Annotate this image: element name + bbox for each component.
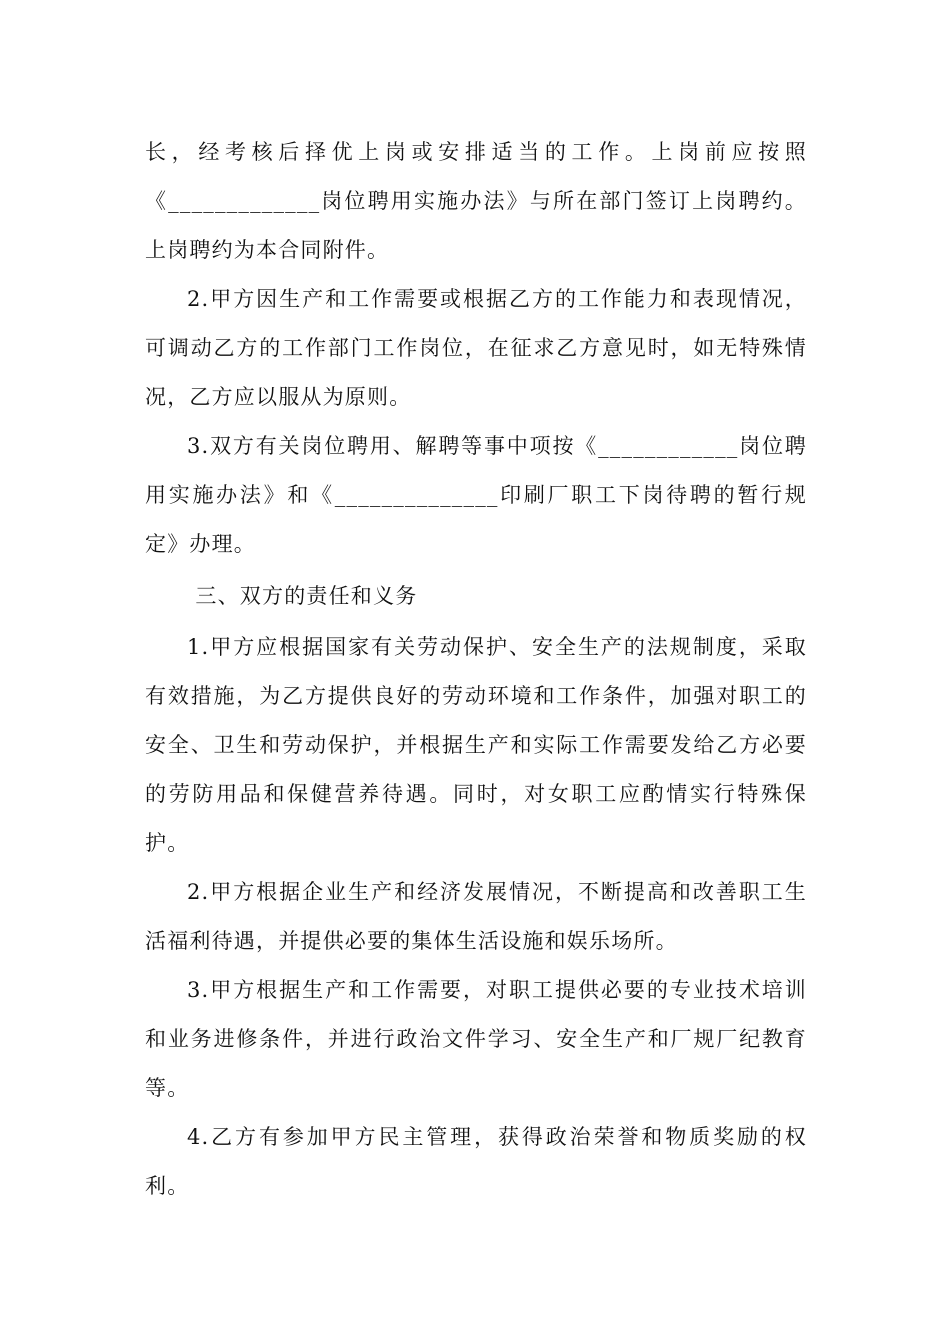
document-body xyxy=(145,128,807,1211)
paragraph-continuation: 长，经考核后择优上岗或安排适当的工作。上岗前应按照《_____________岗位聘用实施办法》与所在部门签订上岗聘约。上岗聘约为本合同附件。 xyxy=(145,140,807,262)
section-heading: 三、双方的责任和义务 xyxy=(195,584,418,608)
paragraph-duty-3: 3.甲方根据生产和工作需要，对职工提供必要的专业技术培训和业务进修条件，并进行政治文件学习、安全生产和厂规厂纪教育等。 xyxy=(145,978,807,1100)
paragraph-clause-3: 3.双方有关岗位聘用、解聘等事中项按《____________岗位聘用实施办法》和《______________印刷厂职工下岗待聘的暂行规定》办理。 xyxy=(145,434,807,556)
paragraph-clause-2: 2.甲方因生产和工作需要或根据乙方的工作能力和表现情况，可调动乙方的工作部门工作岗位，在征求乙方意见时，如无特殊情况，乙方应以服从为原则。 xyxy=(145,287,807,409)
paragraph-duty-2: 2.甲方根据企业生产和经济发展情况，不断提高和改善职工生活福利待遇，并提供必要的集体生活设施和娱乐场所。 xyxy=(145,880,807,953)
paragraph-duty-4: 4.乙方有参加甲方民主管理，获得政治荣誉和物质奖励的权利。 xyxy=(145,1125,807,1198)
paragraph-duty-1: 1.甲方应根据国家有关劳动保护、安全生产的法规制度，采取有效措施，为乙方提供良好的劳动环境和工作条件，加强对职工的安全、卫生和劳动保护，并根据生产和实际工作需要发给乙方必要的劳防用品和保健营养待遇。同时，对女职工应酌情实行特殊保护。 xyxy=(145,635,807,855)
